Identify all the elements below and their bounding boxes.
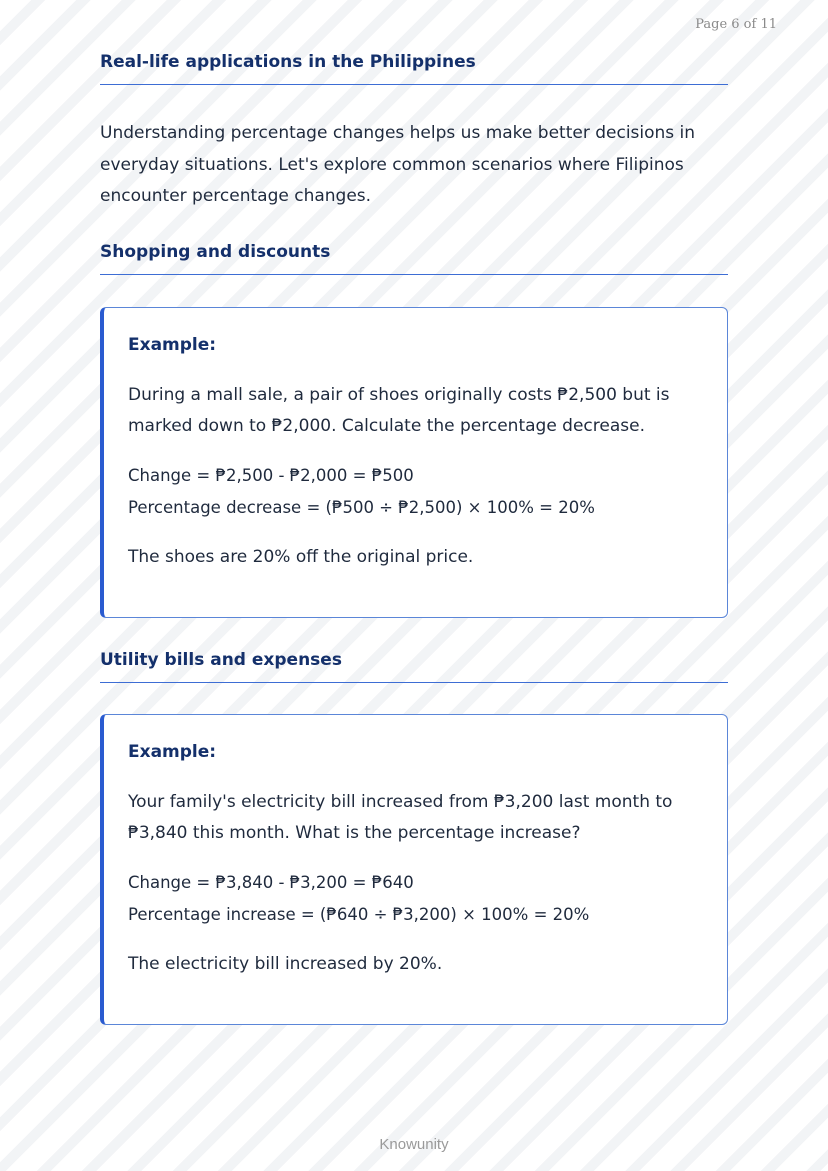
example-calculation xyxy=(128,460,727,524)
calculation-line-change: Change = ₱3,840 - ₱3,200 = ₱640 xyxy=(128,873,414,892)
example-conclusion: The shoes are 20% off the original price. xyxy=(128,547,474,567)
example-problem: Your family's electricity bill increased from ₱3,200 last month to ₱3,840 this month. What is the percentage increase? xyxy=(128,792,673,843)
calculation-line-change: Change = ₱2,500 - ₱2,000 = ₱500 xyxy=(128,466,414,485)
intro-paragraph: Understanding percentage changes helps us make better decisions in everyday situations. Let's explore common scenarios where Filipinos encounter percentage changes. xyxy=(100,123,696,206)
page-number: Page 6 of 11 xyxy=(695,17,777,32)
section-heading-main: Real-life applications in the Philippines xyxy=(100,52,728,85)
example-label: Example: xyxy=(128,742,217,762)
example-label: Example: xyxy=(128,335,217,355)
section-heading-shopping: Shopping and discounts xyxy=(100,242,728,275)
footer-brand: Knowunity xyxy=(379,1136,449,1153)
example-problem: During a mall sale, a pair of shoes originally costs ₱2,500 but is marked down to ₱2,000. Calculate the percentage decrease. xyxy=(128,385,670,436)
example-conclusion: The electricity bill increased by 20%. xyxy=(128,954,443,974)
section-heading-utility: Utility bills and expenses xyxy=(100,650,728,683)
example-box-utility xyxy=(100,714,728,1025)
example-box-shopping xyxy=(100,307,728,618)
example-calculation xyxy=(128,867,727,931)
calculation-line-percentage: Percentage decrease = (₱500 ÷ ₱2,500) × 100% = 20% xyxy=(128,498,595,517)
calculation-line-percentage: Percentage increase = (₱640 ÷ ₱3,200) × 100% = 20% xyxy=(128,905,590,924)
